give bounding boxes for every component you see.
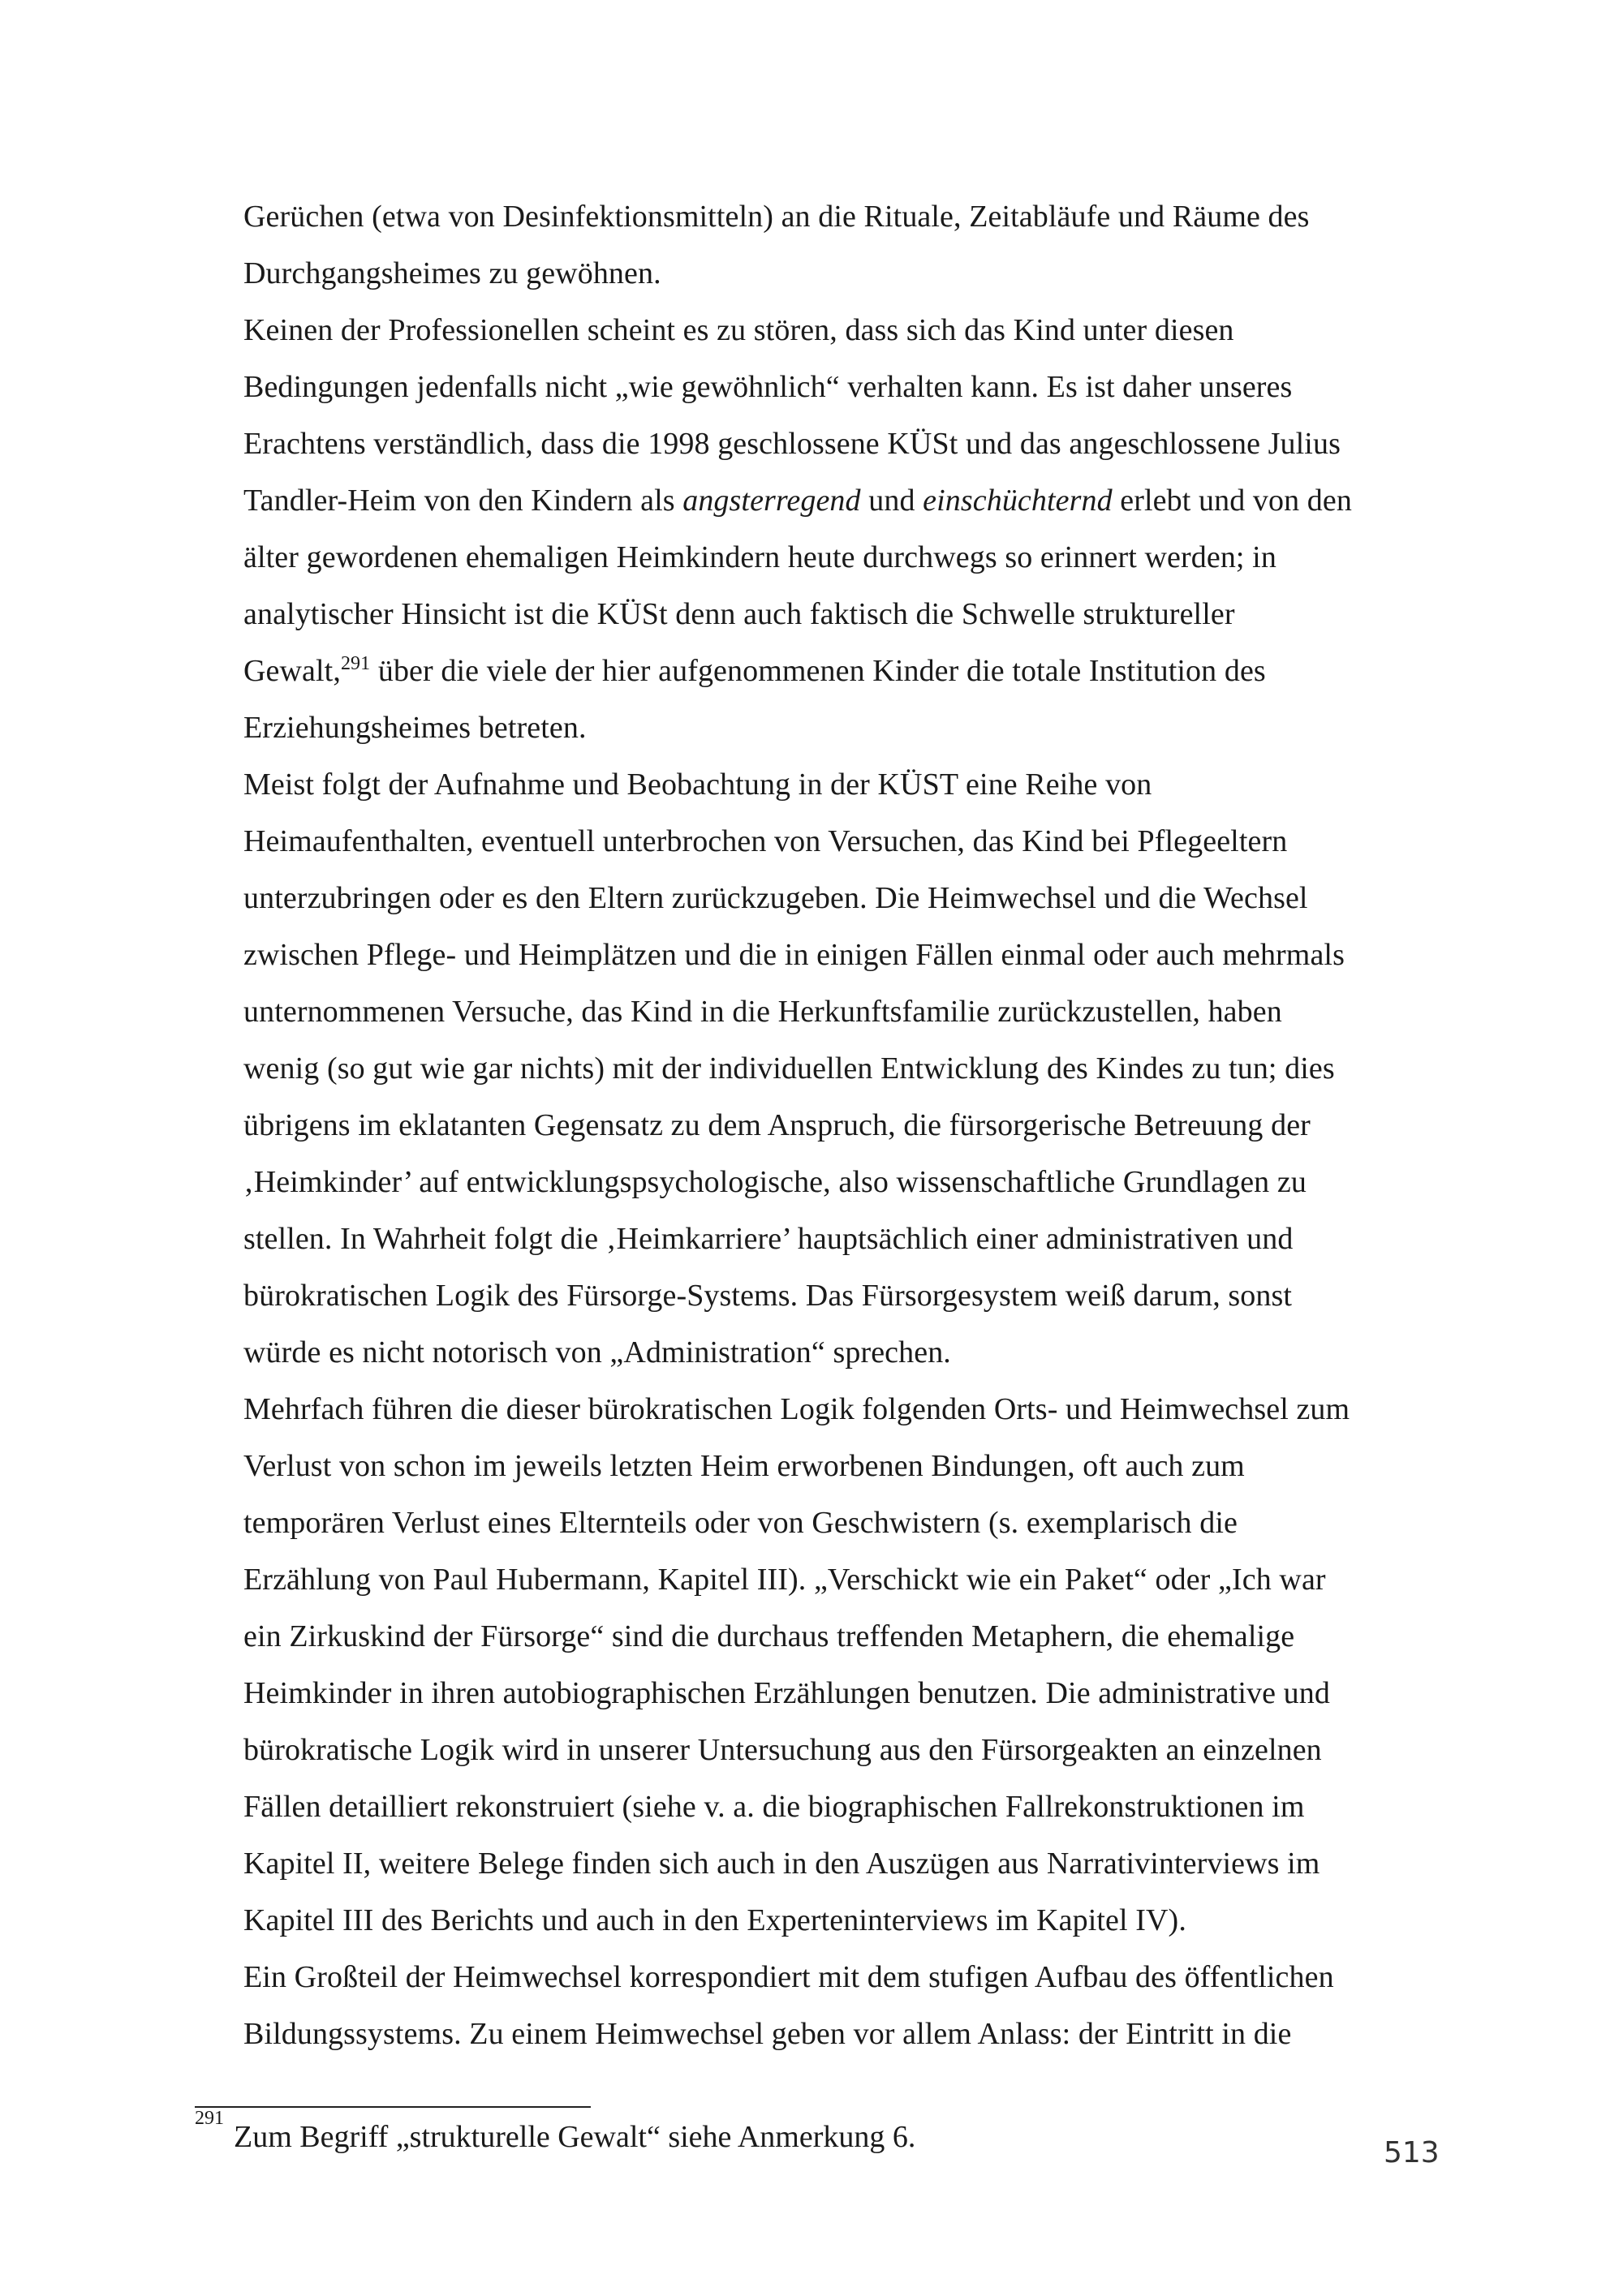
text-line: Kapitel III des Berichts und auch in den Experteninterviews im Kapitel IV). <box>243 1903 1186 1937</box>
text-line: Ein Großteil der Heimwechsel korrespondiert mit dem stufigen Aufbau des öffentlichen <box>243 1960 1334 1994</box>
text-line: Durchgangsheimes zu gewöhnen. <box>243 256 661 290</box>
text-line: Bedingungen jedenfalls nicht „wie gewöhnlich“ verhalten kann. Es ist daher unseres <box>243 370 1293 404</box>
text-line: Keinen der Professionellen scheint es zu stören, dass sich das Kind unter diesen <box>243 313 1234 347</box>
text-line: Mehrfach führen die dieser bürokratischen Logik folgenden Orts- und Heimwechsel zum <box>243 1392 1350 1426</box>
footnote-text: Zum Begriff „strukturelle Gewalt“ siehe Anmerkung 6. <box>234 2120 916 2154</box>
text-line: Kapitel II, weitere Belege finden sich auch in den Auszügen aus Narrativinterviews im <box>243 1847 1320 1881</box>
text-segment: über die viele der hier aufgenommenen Kinder die totale Institution des <box>370 654 1266 688</box>
text-line: unterzubringen oder es den Eltern zurückzugeben. Die Heimwechsel und die Wechsel <box>243 881 1308 915</box>
footnote-reference[interactable]: 291 <box>340 653 371 674</box>
text-line: temporären Verlust eines Elternteils oder von Geschwistern (s. exemplarisch die <box>243 1506 1238 1540</box>
text-line: ein Zirkuskind der Fürsorge“ sind die durchaus treffenden Metaphern, die ehemalige <box>243 1619 1295 1653</box>
text-segment: Gewalt, <box>243 654 341 688</box>
text-segment: und <box>860 484 923 518</box>
italic-term: angsterregend <box>682 484 861 518</box>
text-line: unternommenen Versuche, das Kind in die Herkunftsfamilie zurückzustellen, haben <box>243 995 1282 1029</box>
text-line: Erzählung von Paul Hubermann, Kapitel III). „Verschickt wie ein Paket“ oder „Ich war <box>243 1563 1326 1597</box>
text-segment: Tandler-Heim von den Kindern als <box>243 484 683 518</box>
text-line: Erziehungsheimes betreten. <box>243 711 587 745</box>
text-line: stellen. In Wahrheit folgt die ‚Heimkarriere’ hauptsächlich einer administrativen und <box>243 1222 1294 1256</box>
text-line: Erachtens verständlich, dass die 1998 geschlossene KÜSt und das angeschlossene Julius <box>243 427 1341 461</box>
footnote-number: 291 <box>195 2108 224 2130</box>
text-line: Meist folgt der Aufnahme und Beobachtung in der KÜST eine Reihe von <box>243 767 1152 802</box>
text-line: zwischen Pflege- und Heimplätzen und die in einigen Fällen einmal oder auch mehrmals <box>243 938 1345 972</box>
text-line: Fällen detailliert rekonstruiert (siehe v. a. die biographischen Fallrekonstruktionen im <box>243 1790 1305 1824</box>
text-line <box>243 643 1428 699</box>
text-line: Heimaufenthalten, eventuell unterbrochen von Versuchen, das Kind bei Pflegeeltern <box>243 824 1288 858</box>
page-number: 513 <box>1384 2136 1440 2169</box>
text-line: bürokratischen Logik des Fürsorge-Systems. Das Fürsorgesystem weiß darum, sonst <box>243 1279 1293 1313</box>
body-text <box>243 188 1428 2062</box>
text-line: ‚Heimkinder’ auf entwicklungspsychologische, also wissenschaftliche Grundlagen zu <box>243 1165 1307 1199</box>
text-line: Bildungssystems. Zu einem Heimwechsel geben vor allem Anlass: der Eintritt in die <box>243 2017 1292 2051</box>
italic-term: einschüchternd <box>923 484 1113 518</box>
text-line: Verlust von schon im jeweils letzten Heim erworbenen Bindungen, oft auch zum <box>243 1449 1245 1483</box>
footnote-separator <box>195 2106 591 2108</box>
text-line: Gerüchen (etwa von Desinfektionsmitteln) an die Rituale, Zeitabläufe und Räume des <box>243 200 1310 234</box>
text-line: analytischer Hinsicht ist die KÜSt denn auch faktisch die Schwelle struktureller <box>243 597 1235 631</box>
text-line: wenig (so gut wie gar nichts) mit der individuellen Entwicklung des Kindes zu tun; dies <box>243 1051 1335 1086</box>
text-line: Heimkinder in ihren autobiographischen Erzählungen benutzen. Die administrative und <box>243 1676 1330 1710</box>
text-line: übrigens im eklatanten Gegensatz zu dem Anspruch, die fürsorgerische Betreuung der <box>243 1108 1311 1142</box>
text-line: bürokratische Logik wird in unserer Untersuchung aus den Fürsorgeakten an einzelnen <box>243 1733 1322 1767</box>
text-line: würde es nicht notorisch von „Administration“ sprechen. <box>243 1335 951 1369</box>
text-segment: erlebt und von den <box>1112 484 1352 518</box>
text-line: älter gewordenen ehemaligen Heimkindern heute durchwegs so erinnert werden; in <box>243 540 1276 574</box>
text-line <box>243 472 1428 529</box>
footnote <box>195 2108 916 2160</box>
